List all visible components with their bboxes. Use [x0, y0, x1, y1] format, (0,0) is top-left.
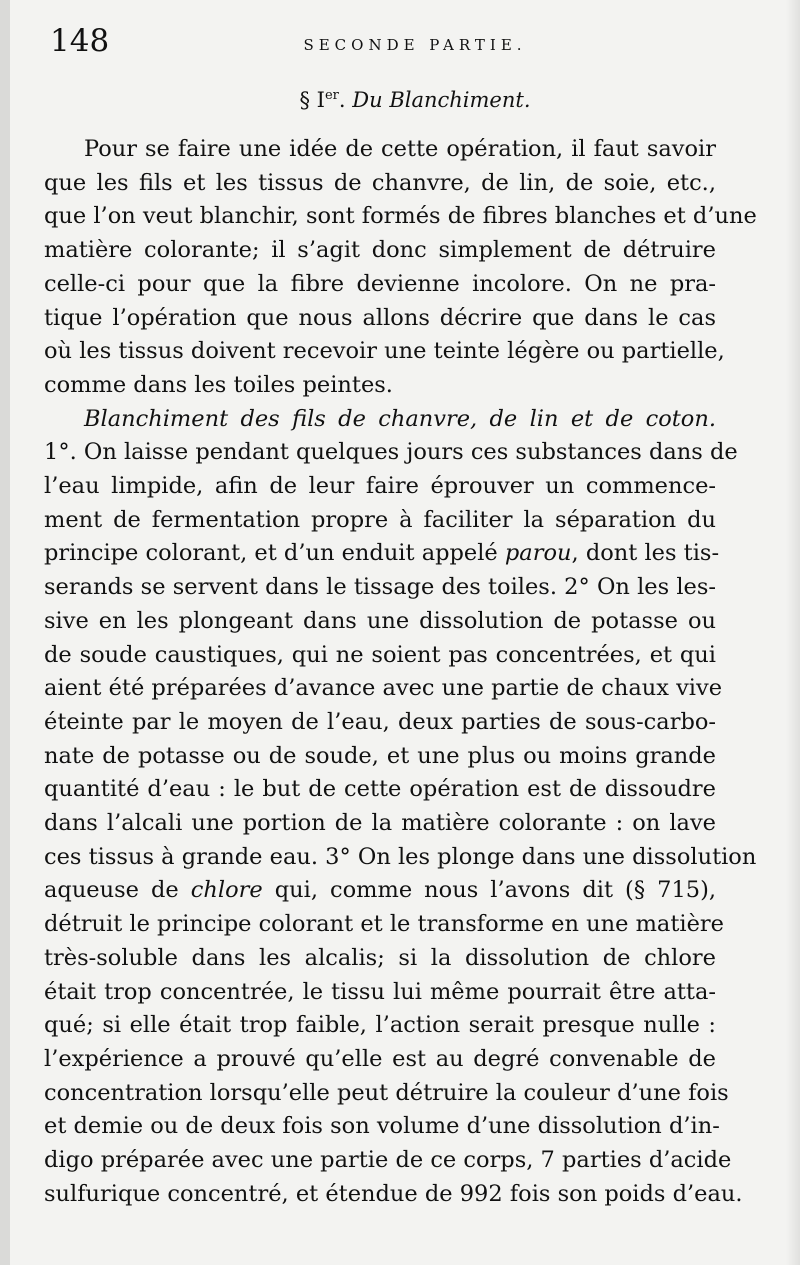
text-line: de soude caustiques, qui ne soient pas concentrées, et qui — [44, 641, 716, 668]
text-line: ces tissus à grande eau. 3° On les plonge dans une dissolution — [44, 843, 757, 870]
text-line: ment de fermentation propre à faciliter la séparation du — [44, 506, 716, 533]
section-prefix-sup: er — [324, 88, 339, 103]
italic-term: parou — [504, 540, 572, 567]
text-line: détruit le principe colorant et le transforme en une matière — [44, 911, 724, 938]
text-line: que les fils et les tissus de chanvre, de lin, de soie, etc., — [44, 169, 716, 196]
text-line: et demie ou de deux fois son volume d’une dissolution d’in- — [44, 1113, 720, 1140]
text-line: qué; si elle était trop faible, l’action serait presque nulle : — [44, 1012, 716, 1039]
italic-term: chlore — [190, 877, 263, 904]
subheading: Blanchiment des fils de chanvre, de lin et de coton. — [84, 405, 716, 432]
text-line: nate de potasse ou de soude, et une plus ou moins grande — [44, 742, 716, 769]
text-line: tique l’opération que nous allons décrire que dans le cas — [44, 304, 716, 331]
text-segment: qui, comme nous l’avons dit (§ 715), — [262, 877, 717, 904]
text-line: aient été préparées d’avance avec une partie de chaux vive — [44, 675, 723, 702]
text-line: dans l’alcali une portion de la matière colorante : on lave — [44, 810, 716, 837]
section-title — [10, 88, 800, 112]
text-line — [44, 537, 720, 571]
text-line: l’eau limpide, afin de leur faire éprouver un commence- — [44, 473, 716, 500]
text-line: était trop concentrée, le tissu lui même pourrait être atta- — [44, 978, 716, 1005]
text-segment: aqueuse de — [44, 877, 191, 904]
text-line: l’expérience a prouvé qu’elle est au degré convenable de — [44, 1045, 716, 1072]
text-line: où les tissus doivent recevoir une teinte légère ou partielle, — [44, 338, 725, 365]
text-line — [44, 874, 716, 908]
text-line: 1°. On laisse pendant quelques jours ces substances dans de — [44, 439, 738, 466]
text-line: que l’on veut blanchir, sont formés de fibres blanches et d’une — [44, 203, 757, 230]
text-line: sulfurique concentré, et étendue de 992 fois son poids d’eau. — [44, 1180, 743, 1207]
section-prefix: § I — [299, 88, 325, 112]
text-line: très-soluble dans les alcalis; si la dissolution de chlore — [44, 944, 716, 971]
text-line: quantité d’eau : le but de cette opération est de dissoudre — [44, 776, 716, 803]
page-number: 148 — [50, 23, 110, 59]
text-line: matière colorante; il s’agit donc simplement de détruire — [44, 237, 716, 264]
text-line: celle-ci pour que la fibre devienne incolore. On ne pra- — [44, 270, 716, 297]
text-segment: , dont les tis- — [571, 540, 720, 567]
running-head: SECONDE PARTIE. — [303, 36, 527, 54]
text-line: concentration lorsqu’elle peut détruire la couleur d’une fois — [44, 1079, 729, 1106]
text-line: éteinte par le moyen de l’eau, deux parties de sous-carbo- — [44, 708, 716, 735]
body-text — [44, 133, 757, 1212]
section-prefix-suffix: . — [338, 88, 346, 112]
section-title-text: Du Blanchiment. — [352, 88, 531, 112]
text-line: sive en les plongeant dans une dissolution de potasse ou — [44, 607, 716, 634]
text-line: serands se servent dans le tissage des toiles. 2° On les les- — [44, 574, 716, 601]
text-segment: principe colorant, et d’un enduit appelé — [44, 540, 505, 567]
text-line: comme dans les toiles peintes. — [44, 371, 393, 398]
page-edge-shadow — [786, 0, 800, 1265]
text-line: digo préparée avec une partie de ce corps, 7 parties d’acide — [44, 1147, 732, 1174]
text-line: Pour se faire une idée de cette opération, il faut savoir — [84, 136, 716, 162]
